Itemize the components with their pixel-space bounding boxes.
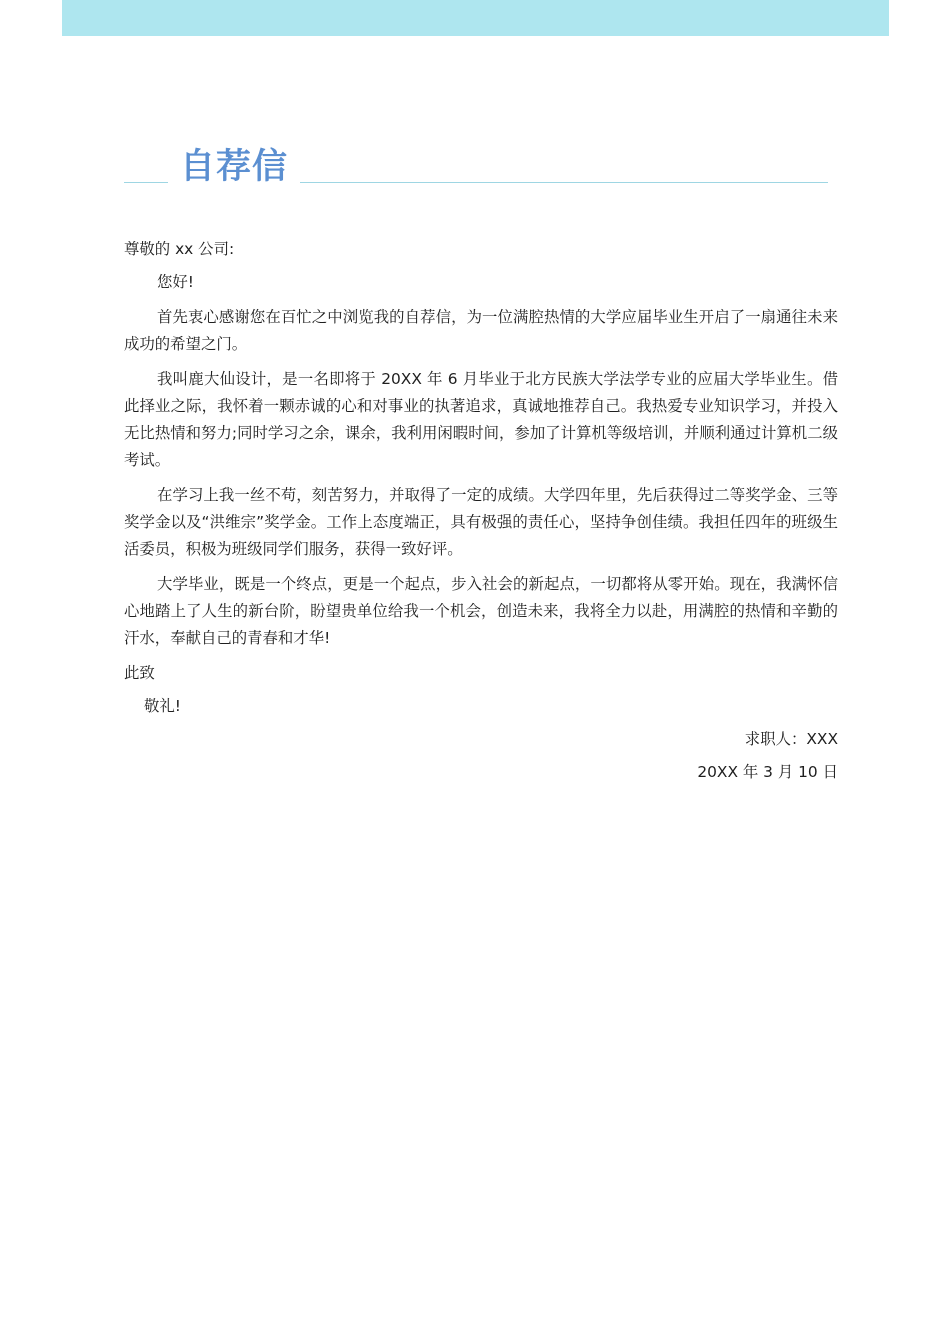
regards: 敬礼! xyxy=(144,697,181,715)
title-row xyxy=(124,140,828,196)
page-title: 自荐信 xyxy=(180,147,289,187)
date: 20XX 年 3 月 10 日 xyxy=(697,763,838,781)
salutation: 尊敬的 xx 公司: xyxy=(124,240,235,258)
greeting: 您好! xyxy=(157,273,194,291)
paragraph-1: 首先衷心感谢您在百忙之中浏览我的自荐信，为一位满腔热情的大学应届毕业生开启了一扇通往未来成功的希望之门。 xyxy=(124,308,838,353)
signature: 求职人：XXX xyxy=(744,730,838,748)
paragraph-3: 在学习上我一丝不苟，刻苦努力，并取得了一定的成绩。大学四年里，先后获得过二等奖学金、三等奖学金以及“洪维宗”奖学金。工作上态度端正，具有极强的责任心，坚持争创佳绩。我担任四年的班级生活委员，积极为班级同学们服务，获得一致好评。 xyxy=(124,486,838,558)
letter-body xyxy=(124,236,838,786)
paragraph-2: 我叫鹿大仙设计，是一名即将于 20XX 年 6 月毕业于北方民族大学法学专业的应届大学毕业生。借此择业之际，我怀着一颗赤诚的心和对事业的执著追求，真诚地推荐自己。我热爱专业知识学习，并投入无比热情和努力;同时学习之余，课余，我利用闲暇时间，参加了计算机等级培训，并顺利通过计算机二级考试。 xyxy=(124,370,838,469)
paragraph-4: 大学毕业，既是一个终点，更是一个起点，步入社会的新起点，一切都将从零开始。现在，我满怀信心地踏上了人生的新台阶，盼望贵单位给我一个机会，创造未来，我将全力以赴，用满腔的热情和辛勤的汗水，奉献自己的青春和才华! xyxy=(124,575,838,647)
closing: 此致 xyxy=(124,664,155,682)
top-decorative-band xyxy=(62,0,889,36)
title-rule-right xyxy=(300,182,828,183)
title-rule-left xyxy=(124,182,168,183)
